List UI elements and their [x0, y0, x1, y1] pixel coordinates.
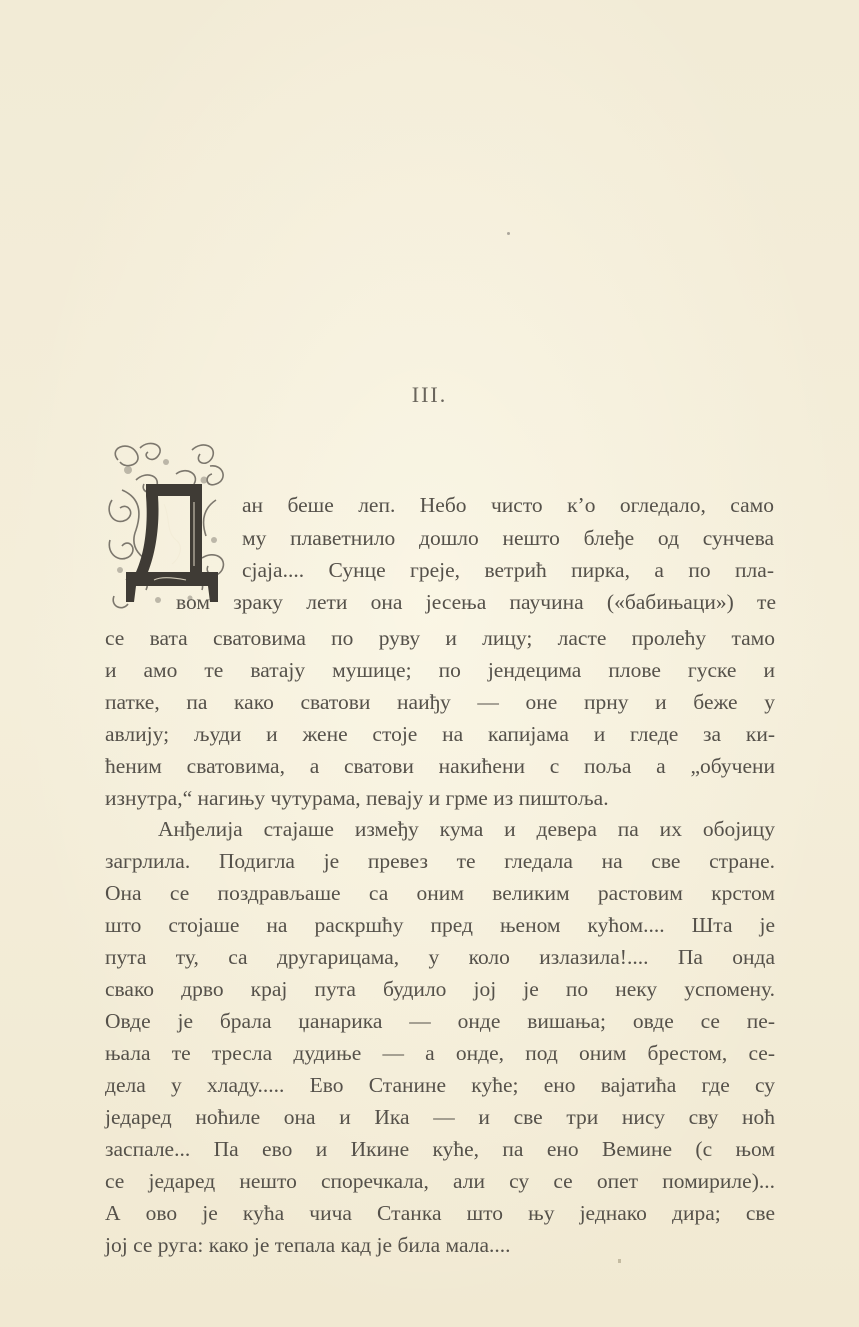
text-line: пута ту, са другарицама, у коло излазила!.... Па онда	[105, 945, 775, 969]
text-line: заспале... Па ево и Икине куће, па ено Вемине (с њом	[105, 1137, 775, 1161]
text-line: јој се руга: како је тепала кад је била мала....	[105, 1233, 511, 1257]
text-line: и амо те ватају мушице; по јендецима плове гуске и	[105, 658, 775, 682]
page-speck	[618, 1259, 621, 1263]
text-line: ћеним сватовима, а сватови накићени с поља а „обучени	[105, 754, 775, 778]
text-line: патке, па како сватови наиђу — оне прну и беже у	[105, 690, 775, 714]
page-speck	[507, 232, 510, 235]
text-line: Она се поздрављаше са оним великим растовим крстом	[105, 881, 775, 905]
text-line: Овде је брала џанарика — онде вишања; овде се пе-	[105, 1009, 775, 1033]
text-line: загрлила. Подигла је превез те гледала на све стране.	[105, 849, 775, 873]
text-line: изнутра,“ нагињу чутурама, певају и грме из пиштоља.	[105, 786, 609, 810]
text-line: авлију; људи и жене стоје на капијама и гледе за ки-	[105, 722, 775, 746]
text-line: Анђелија стајаше између кума и девера па их обојицу	[158, 817, 775, 841]
text-line: се вата сватовима по руву и лицу; ласте пролећу тамо	[105, 626, 775, 650]
text-line: вом зраку лети она јесења паучина («бабињаци») те	[176, 590, 776, 614]
text-line: једаред ноћиле она и Ика — и све три нису сву ноћ	[105, 1105, 775, 1129]
text-line: сјаја.... Сунце греје, ветрић пирка, а по пла-	[242, 558, 774, 582]
text-line: му плаветнило дошло нешто блеђе од сунчева	[242, 526, 774, 550]
text-line: дела у хладу..... Ево Станине куће; ено вајатића где су	[105, 1073, 775, 1097]
text-line: А ово је кућа чича Станка што њу једнако дира; све	[105, 1201, 775, 1225]
text-line: се једаред нешто споречкала, али су се опет помириле)...	[105, 1169, 775, 1193]
text-line: ан беше леп. Небо чисто к’о огледало, само	[242, 493, 774, 517]
ornamental-dropcap-icon	[106, 440, 230, 612]
chapter-heading: III.	[411, 382, 448, 407]
text-line: што стојаше на раскршћу пред њеном кућом.... Шта је	[105, 913, 775, 937]
text-line: свако дрво крај пута будило јој је по неку успомену.	[105, 977, 775, 1001]
text-line: њала те тресла дудиње — а онде, под оним брестом, се-	[105, 1041, 775, 1065]
